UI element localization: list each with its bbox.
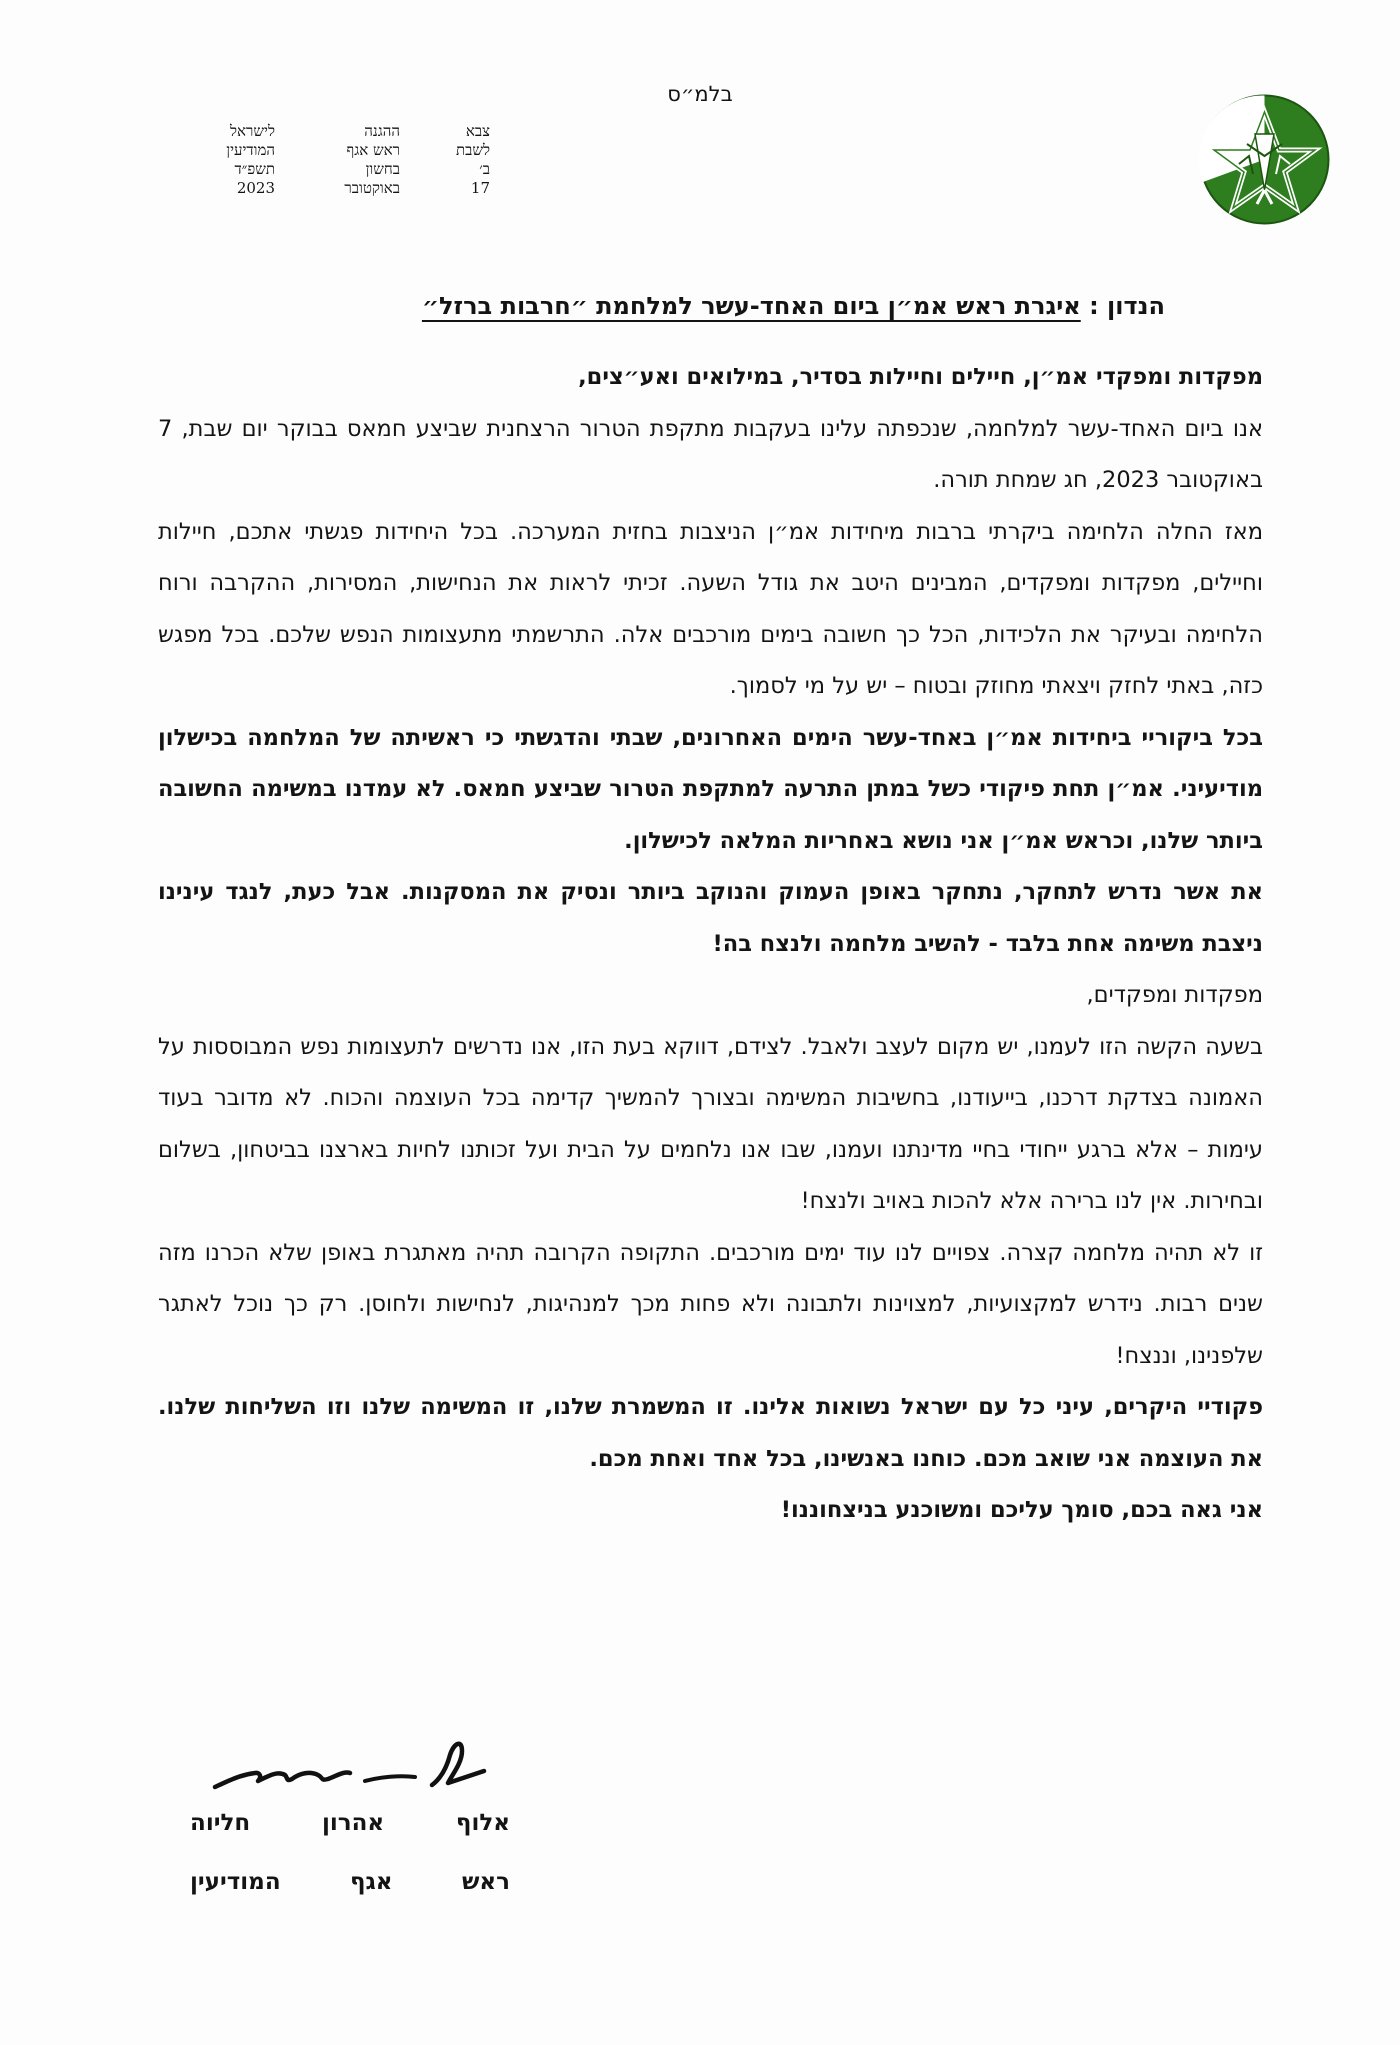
header-text: 2023 <box>236 179 275 197</box>
letter-subject <box>422 292 1165 320</box>
header-text: לשבת <box>455 141 490 159</box>
signature-word: אלוף <box>455 1810 510 1836</box>
closing-line: אני גאה בכם, סומך עליכם ומשוכנע בניצחוננו! <box>780 1497 1263 1523</box>
signature-word: אהרון <box>321 1810 385 1836</box>
signatory-title <box>190 1869 510 1895</box>
letter-header-date-block <box>160 122 490 217</box>
intelligence-corps-emblem-icon <box>1197 92 1332 227</box>
header-text: ההגנה <box>364 122 400 140</box>
body-paragraph: זו לא תהיה מלחמה קצרה. צפויים לנו עוד ימים מורכבים. התקופה הקרובה תהיה מאתגרת באופן שלא הכרנו מזה שנים רבות. נידרש למקצועיות, למצוינות ולתבונה ולא פחות מכך למנהיגות, לנחישות ולחוסן. רק כך נוכל לאתגר שלפנינו, וננצח! <box>158 1239 1263 1369</box>
body-salutation: מפקדות ומפקדים, <box>1086 982 1263 1008</box>
header-text: ראש אגף <box>346 141 400 159</box>
header-text: באוקטובר <box>344 179 400 197</box>
header-text: בחשון <box>365 160 400 178</box>
header-column-2 <box>344 122 400 198</box>
body-paragraph: בכל ביקוריי ביחידות אמ״ן באחד-עשר הימים האחרונים, שבתי והדגשתי כי ראשיתה של המלחמה בכישלון מודיעיני. אמ״ן תחת פיקודי כשל במתן התרעה למתקפת הטרור שביצע חמאס. לא עמדנו במשימה החשובה ביותר שלנו, וכראש אמ״ן אני נושא באחריות המלאה לכישלון. <box>158 724 1263 854</box>
signature-word: המודיעין <box>190 1869 281 1895</box>
signature-word: חליוה <box>190 1810 251 1836</box>
header-text: ב׳ <box>479 160 490 178</box>
body-paragraph: פקודיי היקרים, עיני כל עם ישראל נשואות אלינו. זו המשמרת שלנו, זו המשימה שלנו וזו השליחות שלנו. את העוצמה אני שואב מכם. כוחנו באנשינו, בכל אחד ואחת מכם. <box>158 1394 1263 1472</box>
header-text: 17 <box>470 179 490 197</box>
letter-body <box>158 352 1263 1537</box>
body-paragraph: את אשר נדרש לתחקר, נתחקר באופן העמוק והנוקב ביותר ונסיק את המסקנות. אבל כעת, לנגד עינינו ניצבת משימה אחת בלבד - להשיב מלחמה ולנצח בה! <box>158 879 1263 957</box>
header-text: המודיעין <box>226 141 275 159</box>
header-text: צבא <box>465 122 490 140</box>
salutation: מפקדות ומפקדי אמ״ן, חיילים וחיילות בסדיר, במילואים ואע״צים, <box>578 364 1263 390</box>
header-column-1 <box>456 122 490 198</box>
body-paragraph: מאז החלה הלחימה ביקרתי ברבות מיחידות אמ״ן הניצבות בחזית המערכה. בכל היחידות פגשתי אתכם, חיילות וחיילים, מפקדות ומפקדים, המבינים היטב את גודל השעה. זכיתי לראות את הנחישות, המסירות, ההקרבה ורוח הלחימה ובעיקר את הלכידות, הכל כך חשובה בימים מורכבים אלה. התרשמתי מתעצומות הנפש שלכם. בכל מפגש כזה, באתי לחזק ויצאתי מחוזק ובטוח – יש על מי לסמוך. <box>158 518 1263 699</box>
header-column-3 <box>226 122 275 198</box>
header-text: תשפ״ד <box>234 160 275 178</box>
signature-word: אגף <box>350 1869 393 1895</box>
signature-block <box>190 1810 510 1928</box>
signature-word: ראש <box>461 1869 510 1895</box>
classification-label: בלמ״ס <box>667 82 733 106</box>
signatory-name <box>190 1810 510 1836</box>
subject-prefix: הנדון : <box>1089 292 1165 320</box>
body-paragraph: בשעה הקשה הזו לעמנו, יש מקום לעצב ולאבל. לצידם, דווקא בעת הזו, אנו נדרשים לתעצומות נפש המבוססות על האמונה בצדקת דרכנו, בייעודנו, בחשיבות המשימה ובצורך להמשיך קדימה בכל העוצמה והכוח. לא מדובר בעוד עימות – אלא ברגע ייחודי בחיי מדינתנו ועמנו, שבו אנו נלחמים על הבית ועל זכותנו לחיות בארצנו בביטחון, בשלום ובחירות. אין לנו ברירה אלא להכות באויב ולנצח! <box>158 1033 1263 1214</box>
subject-title: איגרת ראש אמ״ן ביום האחד-עשר למלחמת ״חרבות ברזל״ <box>421 292 1081 320</box>
header-text: לישראל <box>230 122 275 140</box>
handwritten-signature <box>200 1725 520 1805</box>
body-paragraph: אנו ביום האחד-עשר למלחמה, שנכפתה עלינו בעקבות מתקפת הטרור הרצחנית שביצע חמאס בבוקר יום שבת, 7 באוקטובר 2023, חג שמחת תורה. <box>158 415 1263 493</box>
